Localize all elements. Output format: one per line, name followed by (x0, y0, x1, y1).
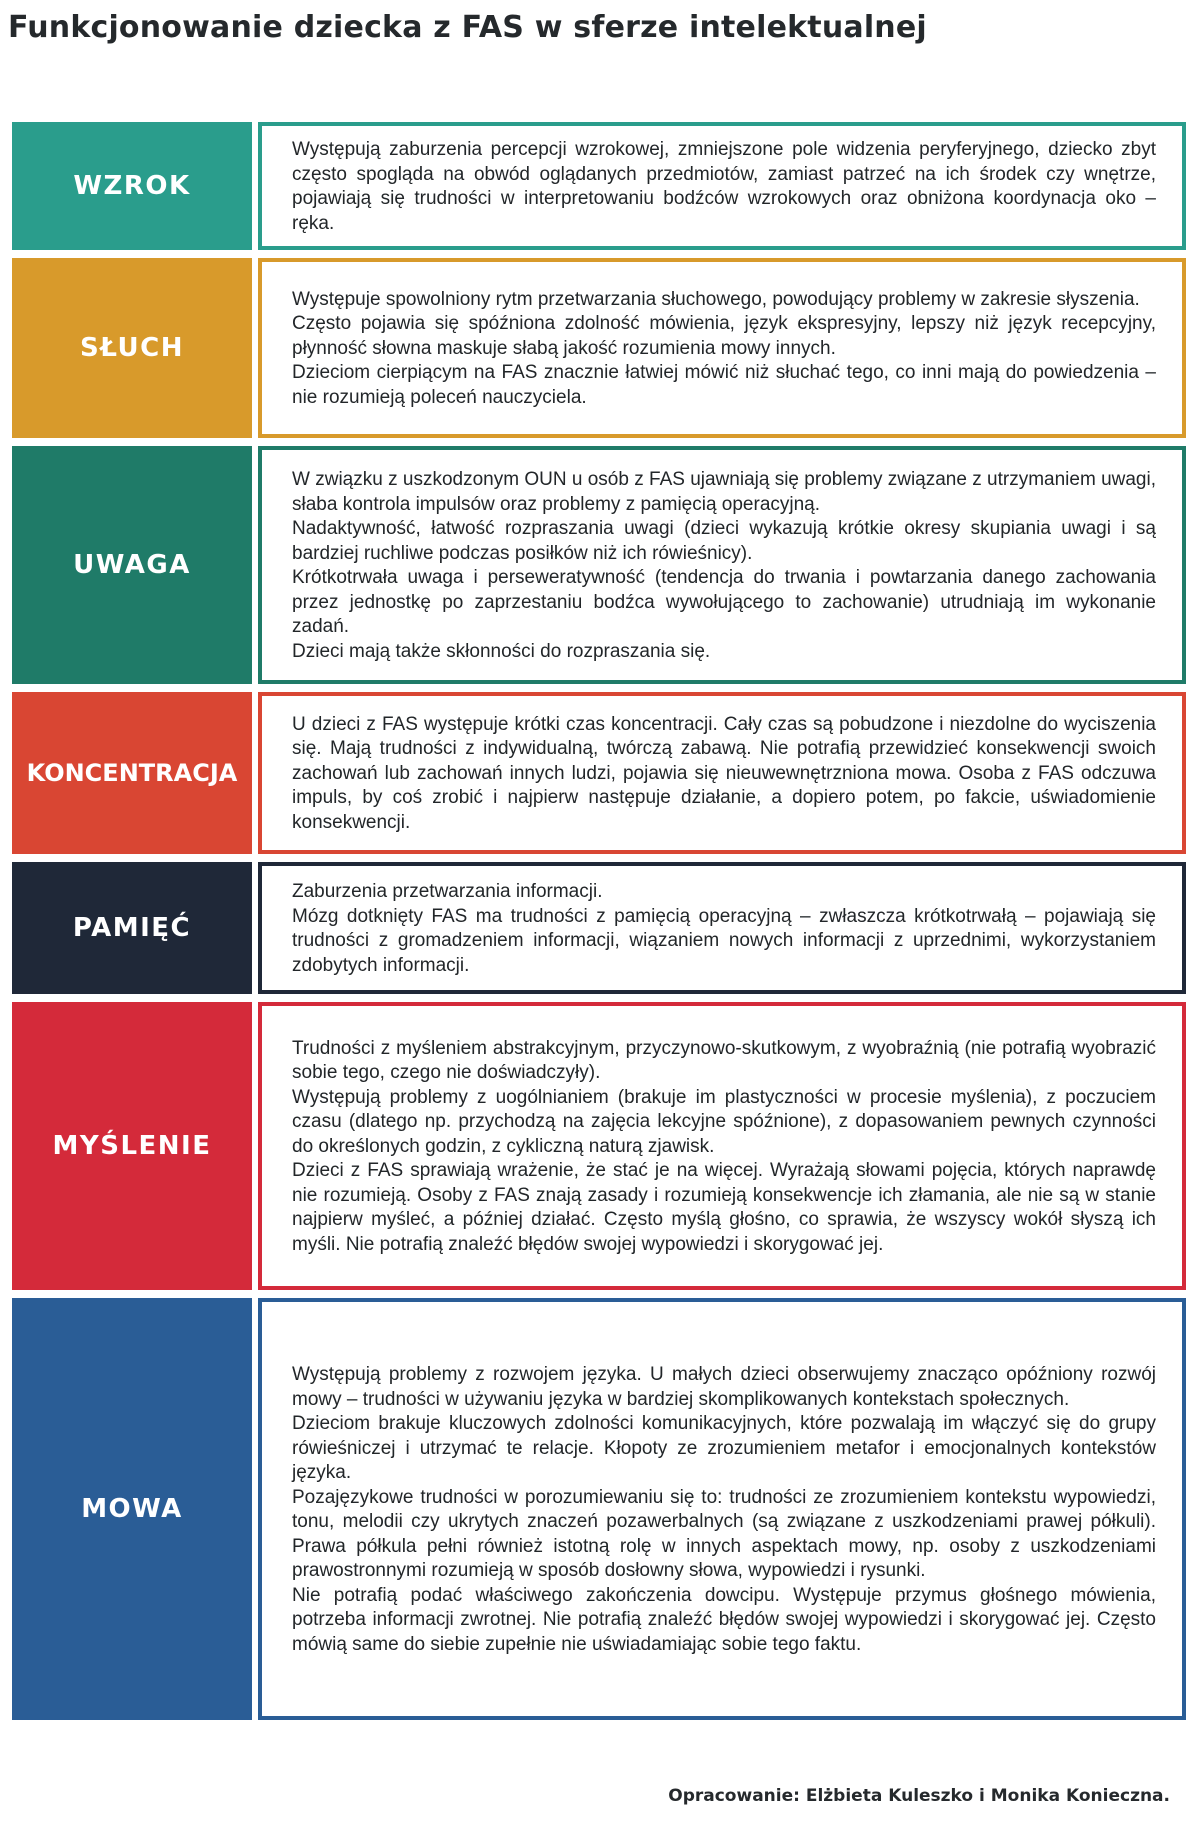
section-description-box (258, 258, 1186, 438)
section-wzrok (0, 122, 1200, 250)
section-label: WZROK (12, 122, 252, 250)
section-koncentracja (0, 692, 1200, 854)
section-label: SŁUCH (12, 258, 252, 438)
section-description-box (258, 1002, 1186, 1290)
section-uwaga (0, 446, 1200, 684)
section-description-box (258, 692, 1186, 854)
section-pamiec (0, 862, 1200, 994)
section-description: Zaburzenia przetwarzania informacji. Mózg dotknięty FAS ma trudności z pamięcią operacyjną – zwłaszcza krótkotrwałą – pojawiają się trudności z gromadzeniem informacji, wiązaniem nowych informacji z uprzednimi, wykorzystaniem zdobytych informacji. (292, 881, 1156, 976)
section-mowa (0, 1298, 1200, 1720)
section-description: Trudności z myśleniem abstrakcyjnym, przyczynowo-skutkowym, z wyobraźnią (nie potrafią wyobrazić sobie tego, czego nie doświadczyły). Występują problemy z uogólnianiem (brakuje im plastyczności w procesie myślenia), z poczuciem czasu (dlatego np. przychodzą na zajęcia lekcyjne spóźnione), z dopasowaniem pewnych czynności do określonych godzin, z cykliczną naturą zjawisk. Dzieci z FAS sprawiają wrażenie, że stać je na więcej. Wyrażają słowami pojęcia, których naprawdę nie rozumieją. Osoby z FAS znają zasady i rozumieją konsekwencje ich złamania, ale nie są w stanie najpierw myśleć, a później działać. Często myślą głośno, co sprawia, że wszyscy wokół słyszą ich myśli. Nie potrafią znaleźć błędów swojej wypowiedzi i skorygować jej. (292, 1037, 1156, 1255)
section-description-box (258, 446, 1186, 684)
section-sluch (0, 258, 1200, 438)
section-label: PAMIĘĆ (12, 862, 252, 994)
section-label: UWAGA (12, 446, 252, 684)
section-label: MYŚLENIE (12, 1002, 252, 1290)
section-description: Występują problemy z rozwojem języka. U małych dzieci obserwujemy znacząco opóźniony rozwój mowy – trudności w używaniu języka w bardziej skomplikowanych kontekstach społecznych. Dzieciom brakuje kluczowych zdolności komunikacyjnych, które pozwalają im włączyć się do grupy rówieśniczej i utrzymać te relacje. Kłopoty ze zrozumieniem metafor i emocjonalnych kontekstów języka. Pozajęzykowe trudności w porozumiewaniu się to: trudności ze zrozumieniem kontekstu wypowiedzi, tonu, melodii czy ukrytych znaczeń pozawerbalnych (są związane z uszkodzeniami prawej półkuli). Prawa półkula pełni również istotną rolę w innych aspektach mowy, np. osoby z uszkodzeniami prawostronnymi rozumieją w sposób dosłowny słowa, wypowiedzi i rysunki. Nie potrafią podać właściwego zakończenia dowcipu. Występuje przymus głośnego mówienia, potrzeba informacji zwrotnej. Nie potrafią znaleźć błędów swojej wypowiedzi i skorygować jej. Często mówią same do siebie zupełnie nie uświadamiając sobie tego faktu. (292, 1364, 1156, 1655)
section-label: MOWA (12, 1298, 252, 1720)
section-description: Występuje spowolniony rytm przetwarzania słuchowego, powodujący problemy w zakresie słyszenia. Często pojawia się spóźniona zdolność mówienia, język ekspresyjny, lepszy niż język recepcyjny, płynność słowna maskuje słabą jakość rozumienia mowy innych. Dzieciom cierpiącym na FAS znacznie łatwiej mówić niż słuchać tego, co inni mają do powiedzenia – nie rozumieją poleceń nauczyciela. (292, 288, 1156, 408)
section-description-box (258, 1298, 1186, 1720)
section-myslenie (0, 1002, 1200, 1290)
section-description: Występują zaburzenia percepcji wzrokowej, zmniejszone pole widzenia peryferyjnego, dziecko zbyt często spogląda na obwód oglądanych przedmiotów, zamiast patrzeć na ich środek czy wnętrze, pojawiają się trudności w interpretowaniu bodźców wzrokowych oraz obniżona koordynacja oko – ręka. (292, 139, 1156, 234)
section-description: W związku z uszkodzonym OUN u osób z FAS ujawniają się problemy związane z utrzymaniem uwagi, słaba kontrola impulsów oraz problemy z pamięcią operacyjną. Nadaktywność, łatwość rozpraszania uwagi (dzieci wykazują krótkie okresy skupiania uwagi i są bardziej ruchliwe podczas posiłków niż ich rówieśnicy). Krótkotrwała uwaga i perseweratywność (tendencja do trwania i powtarzania danego zachowania przez jednostkę po zaprzestaniu bodźca wywołującego to zachowanie) utrudniają im wykonanie zadań. Dzieci mają także skłonności do rozpraszania się. (292, 469, 1156, 662)
section-description-box (258, 122, 1186, 250)
section-label: KONCENTRACJA (12, 692, 252, 854)
section-description-box (258, 862, 1186, 994)
credits-footer: Opracowanie: Elżbieta Kuleszko i Monika Konieczna. (668, 1786, 1170, 1806)
page-title: Funkcjonowanie dziecka z FAS w sferze intelektualnej (8, 10, 927, 45)
section-description: U dzieci z FAS występuje krótki czas koncentracji. Cały czas są pobudzone i niezdolne do wyciszenia się. Mają trudności z indywidualną, twórczą zabawą. Nie potrafią przewidzieć konsekwencji swoich zachowań lub zachowań innych ludzi, pojawia się nieuwewnętrzniona mowa. Osoba z FAS odczuwa impuls, by coś zrobić i najpierw następuje działanie, a dopiero potem, po fakcie, uświadomienie konsekwencji. (292, 713, 1156, 833)
